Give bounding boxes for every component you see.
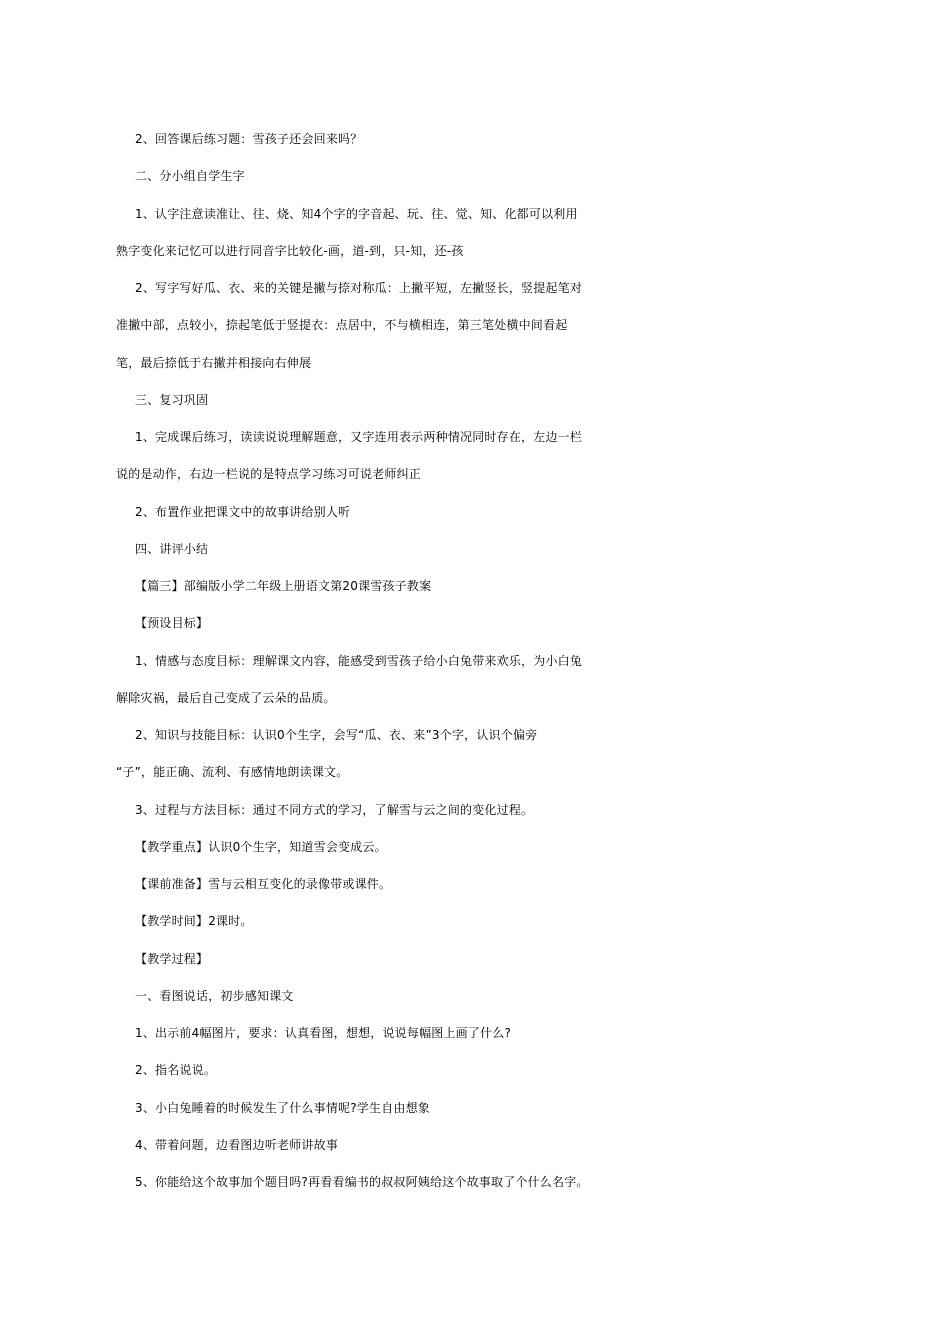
text-line: 2、指名说说。 [135, 1063, 217, 1077]
text-line: 1、认字注意读准让、往、烧、知4个字的字音起、玩、往、觉、知、化都可以利用 [135, 207, 578, 221]
text-line: 1、情感与态度目标：理解课文内容，能感受到雪孩子给小白兔带来欢乐，为小白兔 [135, 654, 583, 668]
text-line: 2、布置作业把课文中的故事讲给别人听 [135, 505, 351, 519]
text-line: 3、小白兔睡着的时候发生了什么事情呢?学生自由想象 [135, 1101, 431, 1115]
text-line: 2、知识与技能目标：认识0个生字，会写“瓜、衣、来”3个字，认识个偏旁 [135, 728, 538, 742]
text-line: 说的是动作，右边一栏说的是特点学习练习可说老师纠正 [116, 467, 422, 481]
text-line: 【课前准备】雪与云相互变化的录像带或课件。 [135, 877, 392, 891]
text-line: 2、回答课后练习题：雪孩子还会回来吗？ [135, 132, 363, 146]
section-heading: 一、看图说话，初步感知课文 [135, 989, 294, 1003]
text-line: “子”，能正确、流利、有感情地朗读课文。 [116, 765, 349, 779]
text-line: 1、出示前4幅图片，要求：认真看图，想想，说说每幅图上画了什么? [135, 1026, 512, 1040]
text-line: 【教学时间】2课时。 [135, 914, 253, 928]
text-line: 笔，最后捺低于右撇并相接向右伸展 [116, 356, 312, 370]
text-line: 4、带着问题，边看图边听老师讲故事 [135, 1138, 339, 1152]
section-heading: 二、分小组自学生字 [135, 169, 245, 183]
section-heading: 【教学过程】 [135, 952, 209, 966]
section-heading: 四、讲评小结 [135, 542, 209, 556]
text-line: 2、写字写好瓜、衣、来的关键是撇与捺对称瓜：上撇平短，左撇竖长，竖提起笔对 [135, 281, 583, 295]
text-line: 准撇中部，点较小，捺起笔低于竖提衣：点居中，不与横相连，第三笔处横中间看起 [116, 318, 568, 332]
section-heading: 三、复习巩固 [135, 393, 209, 407]
text-line: 【教学重点】认识0个生字，知道雪会变成云。 [135, 840, 387, 854]
text-line: 1、完成课后练习，读读说说理解题意，又字连用表示两种情况同时存在，左边一栏 [135, 430, 583, 444]
text-line: 解除灾祸，最后自己变成了云朵的品质。 [116, 691, 336, 705]
text-line: 熟字变化来记忆可以进行同音字比较化-画，道-到，只-知，还-孩 [116, 244, 464, 258]
text-line: 5、你能给这个故事加个题目吗?再看看编书的叔叔阿姨给这个故事取了个什么名字。 [135, 1175, 589, 1189]
article-title: 【篇三】部编版小学二年级上册语文第20课雪孩子教案 [135, 579, 432, 593]
section-heading: 【预设目标】 [135, 616, 209, 630]
text-line: 3、过程与方法目标：通过不同方式的学习，了解雪与云之间的变化过程。 [135, 803, 534, 817]
